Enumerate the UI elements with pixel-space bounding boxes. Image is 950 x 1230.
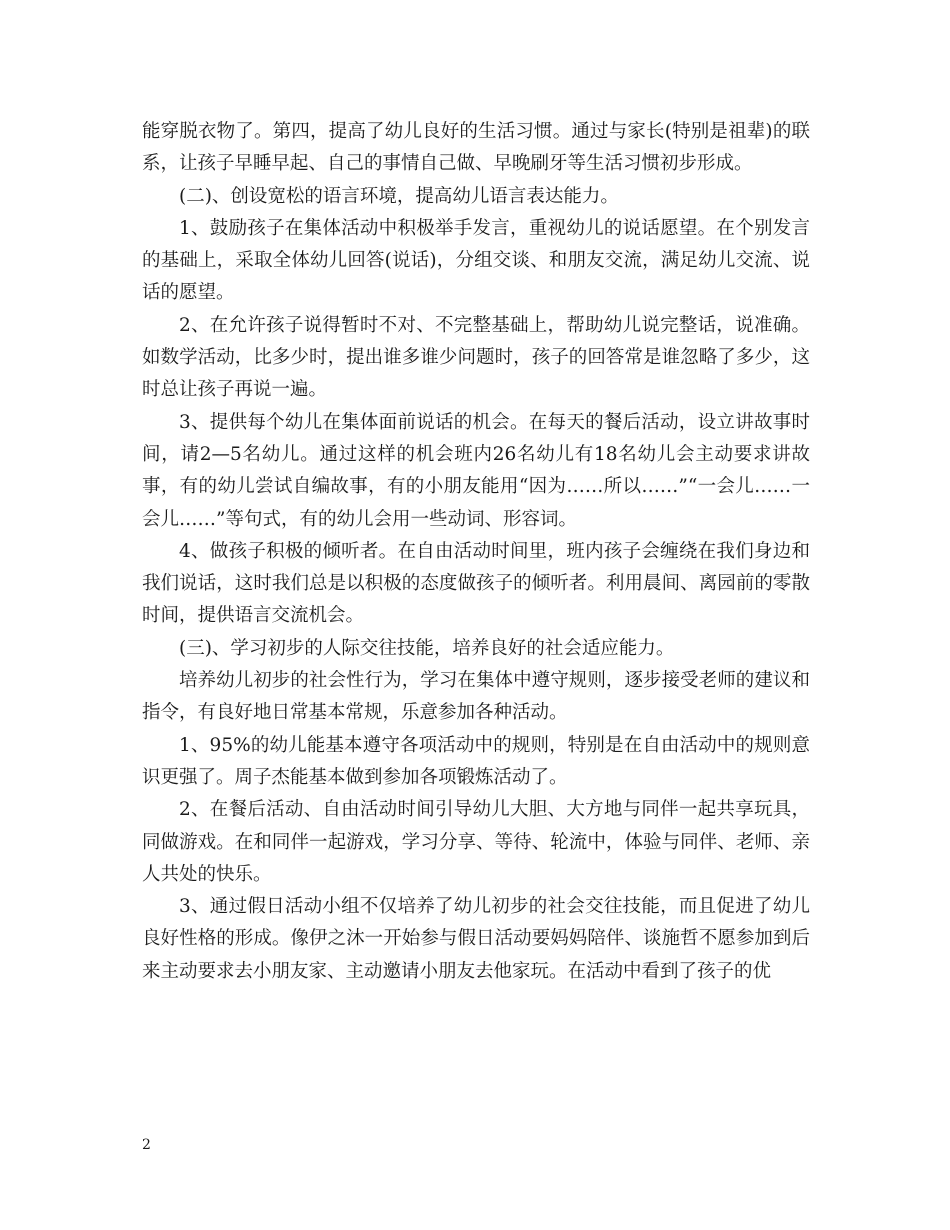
paragraph-1: 能穿脱衣物了。第四，提高了幼儿良好的生活习惯。通过与家长(特别是祖辈)的联系，让孩子早睡早起、自己的事情自己做、早晚刷牙等生活习惯初步形成。 xyxy=(142,121,810,175)
page-number: 2 xyxy=(142,1137,151,1153)
paragraph-8: 培养幼儿初步的社会性行为，学习在集体中遵守规则，逐步接受老师的建议和指令，有良好地日常基本常规，乐意参加各种活动。 xyxy=(142,670,810,724)
paragraph-6: 4、做孩子积极的倾听者。在自由活动时间里，班内孩子会缠绕在我们身边和我们说话，这时我们总是以积极的态度做孩子的倾听者。利用晨间、离园前的零散时间，提供语言交流机会。 xyxy=(142,540,810,627)
paragraph-3: 1、鼓励孩子在集体活动中积极举手发言，重视幼儿的说话愿望。在个别发言的基础上，采取全体幼儿回答(说话)，分组交谈、和朋友交流，满足幼儿交流、说话的愿望。 xyxy=(142,217,810,304)
paragraph-7-section-heading: (三)、学习初步的人际交往技能，培养良好的社会适应能力。 xyxy=(179,637,675,659)
paragraph-5: 3、提供每个幼儿在集体面前说话的机会。在每天的餐后活动，设立讲故事时间，请2—5名幼儿。通过这样的机会班内26名幼儿有18名幼儿会主动要求讲故事，有的幼儿尝试自编故事，有的小朋友能用“因为……所以……”“一会儿……一会儿……”等句式，有的幼儿会用一些动词、形容词。 xyxy=(142,411,810,530)
paragraph-10: 2、在餐后活动、自由活动时间引导幼儿大胆、大方地与同伴一起共享玩具，同做游戏。在和同伴一起游戏，学习分享、等待、轮流中，体验与同伴、老师、亲人共处的快乐。 xyxy=(142,799,810,885)
paragraph-2-section-heading: (二)、创设宽松的语言环境，提高幼儿语言表达能力。 xyxy=(179,185,619,207)
paragraph-9: 1、95%的幼儿能基本遵守各项活动中的规则，特别是在自由活动中的规则意识更强了。周子杰能基本做到参加各项锻炼活动了。 xyxy=(142,734,810,788)
document-body xyxy=(142,116,810,988)
paragraph-4: 2、在允许孩子说得暂时不对、不完整基础上，帮助幼儿说完整话，说准确。如数学活动，比多少时，提出谁多谁少问题时，孩子的回答常是谁忽略了多少，这时总让孩子再说一遍。 xyxy=(142,314,810,401)
paragraph-11: 3、通过假日活动小组不仅培养了幼儿初步的社会交往技能，而且促进了幼儿良好性格的形成。像伊之沐一开始参与假日活动要妈妈陪伴、谈施哲不愿参加到后来主动要求去小朋友家、主动邀请小朋友去他家玩。在活动中看到了孩子的优 xyxy=(142,896,810,982)
